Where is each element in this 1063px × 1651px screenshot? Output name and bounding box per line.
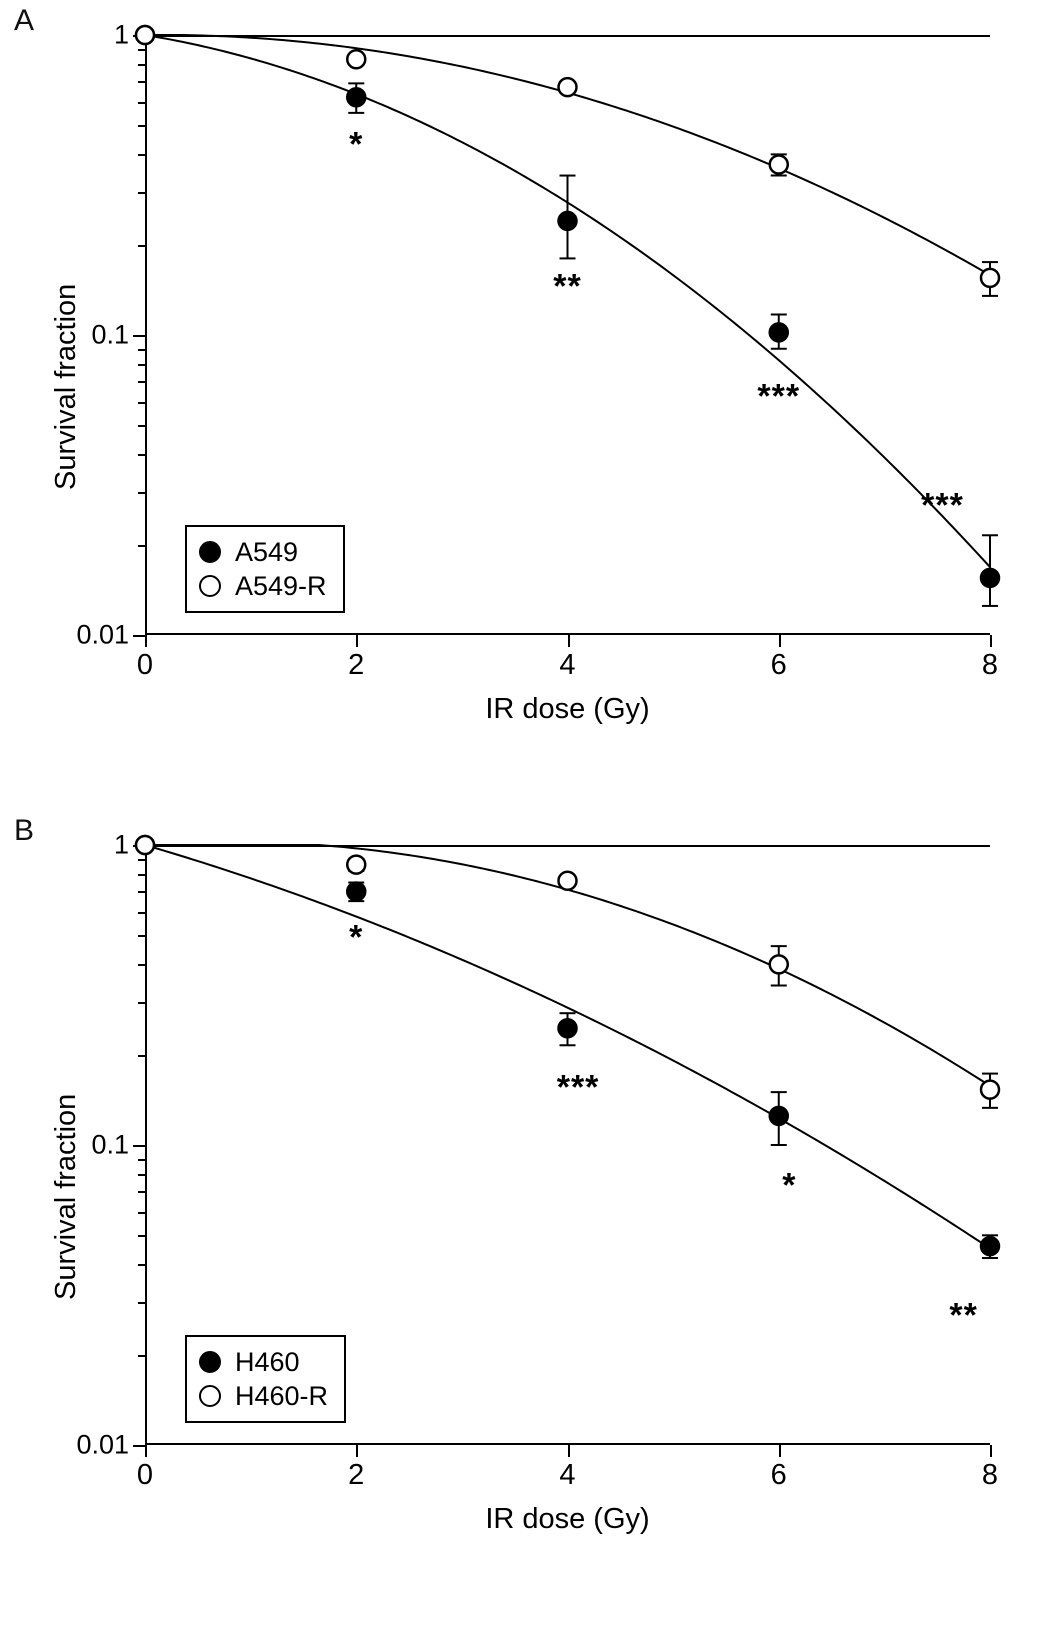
y-tick-minor: [138, 492, 145, 494]
x-tick-label: 4: [559, 649, 576, 681]
legend-item: [199, 1379, 328, 1413]
y-tick-minor: [138, 154, 145, 156]
legend-item: [199, 1345, 328, 1379]
y-tick-minor: [138, 1355, 145, 1357]
y-tick-minor: [138, 102, 145, 104]
x-tick-label: 2: [348, 649, 365, 681]
significance-mark: *: [782, 1166, 797, 1205]
y-tick-minor: [138, 912, 145, 914]
significance-mark: **: [553, 267, 582, 306]
y-tick-label: 0.1: [91, 319, 129, 350]
y-tick-label: 1: [113, 19, 129, 50]
significance-mark: *: [349, 918, 364, 957]
x-tick: [145, 635, 147, 647]
x-tick-label: 6: [770, 1459, 787, 1491]
legend-label: H460-R: [235, 1380, 329, 1411]
x-tick: [568, 635, 570, 647]
y-tick-minor: [138, 1264, 145, 1266]
y-tick-minor: [138, 64, 145, 66]
x-tick: [568, 1445, 570, 1457]
filled-circle-icon: [199, 541, 221, 563]
y-tick-minor: [138, 935, 145, 937]
significance-mark: *: [349, 125, 364, 164]
x-tick: [145, 1445, 147, 1457]
significance-mark: **: [949, 1296, 978, 1335]
filled-circle-icon: [199, 1351, 221, 1373]
y-tick-label: 0.01: [76, 1429, 129, 1460]
y-tick-minor: [138, 1302, 145, 1304]
y-tick-minor: [138, 859, 145, 861]
figure-panel-b: [0, 790, 1063, 1580]
x-tick: [990, 1445, 992, 1457]
y-tick-minor: [138, 874, 145, 876]
y-tick-minor: [138, 454, 145, 456]
legend-item: [199, 535, 327, 569]
x-axis-title: IR dose (Gy): [485, 693, 650, 725]
y-tick-label: 0.1: [91, 1129, 129, 1160]
significance-mark: ***: [757, 377, 801, 416]
panel-letter-b: B: [14, 814, 35, 847]
y-tick: [133, 1445, 145, 1447]
x-tick-label: 0: [136, 1459, 154, 1491]
x-tick: [779, 1445, 781, 1457]
x-tick: [990, 635, 992, 647]
x-tick-label: 4: [559, 1459, 576, 1491]
open-circle-icon: [199, 575, 221, 597]
y-axis-title: Survival fraction: [50, 283, 82, 490]
y-tick-minor: [138, 349, 145, 351]
plot-area-b: [76, 829, 999, 1535]
plot-area-a: [76, 19, 999, 725]
y-tick-minor: [138, 49, 145, 51]
y-axis-title: Survival fraction: [50, 1093, 82, 1300]
panel-letter-a: A: [14, 4, 35, 37]
x-axis-title: IR dose (Gy): [485, 1503, 650, 1535]
legend-label: A549: [235, 536, 299, 567]
y-tick-minor: [138, 245, 145, 247]
y-tick-label: 1: [113, 829, 129, 860]
y-tick-minor: [138, 1191, 145, 1193]
y-tick-minor: [138, 1212, 145, 1214]
y-tick-label: 0.01: [76, 619, 129, 650]
significance-mark: ***: [921, 486, 964, 525]
y-tick-minor: [138, 1174, 145, 1176]
legend-b: [185, 1335, 346, 1423]
x-tick-label: 8: [981, 1459, 999, 1491]
y-tick-minor: [138, 381, 145, 383]
legend-label: A549-R: [235, 570, 327, 601]
legend-label: H460: [235, 1346, 300, 1377]
y-tick-minor: [138, 192, 145, 194]
y-tick-minor: [138, 1235, 145, 1237]
legend-a: [185, 525, 345, 613]
y-tick: [133, 335, 145, 337]
y-tick-minor: [138, 964, 145, 966]
y-tick-minor: [138, 1002, 145, 1004]
open-circle-icon: [199, 1385, 221, 1407]
x-tick: [356, 1445, 358, 1457]
legend-item: [199, 569, 327, 603]
y-tick-minor: [138, 81, 145, 83]
x-tick: [779, 635, 781, 647]
y-tick: [133, 635, 145, 637]
x-tick-label: 8: [981, 649, 999, 681]
y-tick-minor: [138, 364, 145, 366]
figure-panel-a: [0, 0, 1063, 790]
y-tick-minor: [138, 1055, 145, 1057]
x-tick-label: 2: [348, 1459, 365, 1491]
y-tick-minor: [138, 125, 145, 127]
x-tick-label: 0: [136, 649, 154, 681]
y-tick-minor: [138, 891, 145, 893]
x-tick-label: 6: [770, 649, 787, 681]
y-tick-minor: [138, 402, 145, 404]
x-tick: [356, 635, 358, 647]
y-tick-minor: [138, 425, 145, 427]
y-tick: [133, 1145, 145, 1147]
y-tick-minor: [138, 1159, 145, 1161]
significance-mark: ***: [556, 1068, 600, 1107]
y-tick-minor: [138, 545, 145, 547]
